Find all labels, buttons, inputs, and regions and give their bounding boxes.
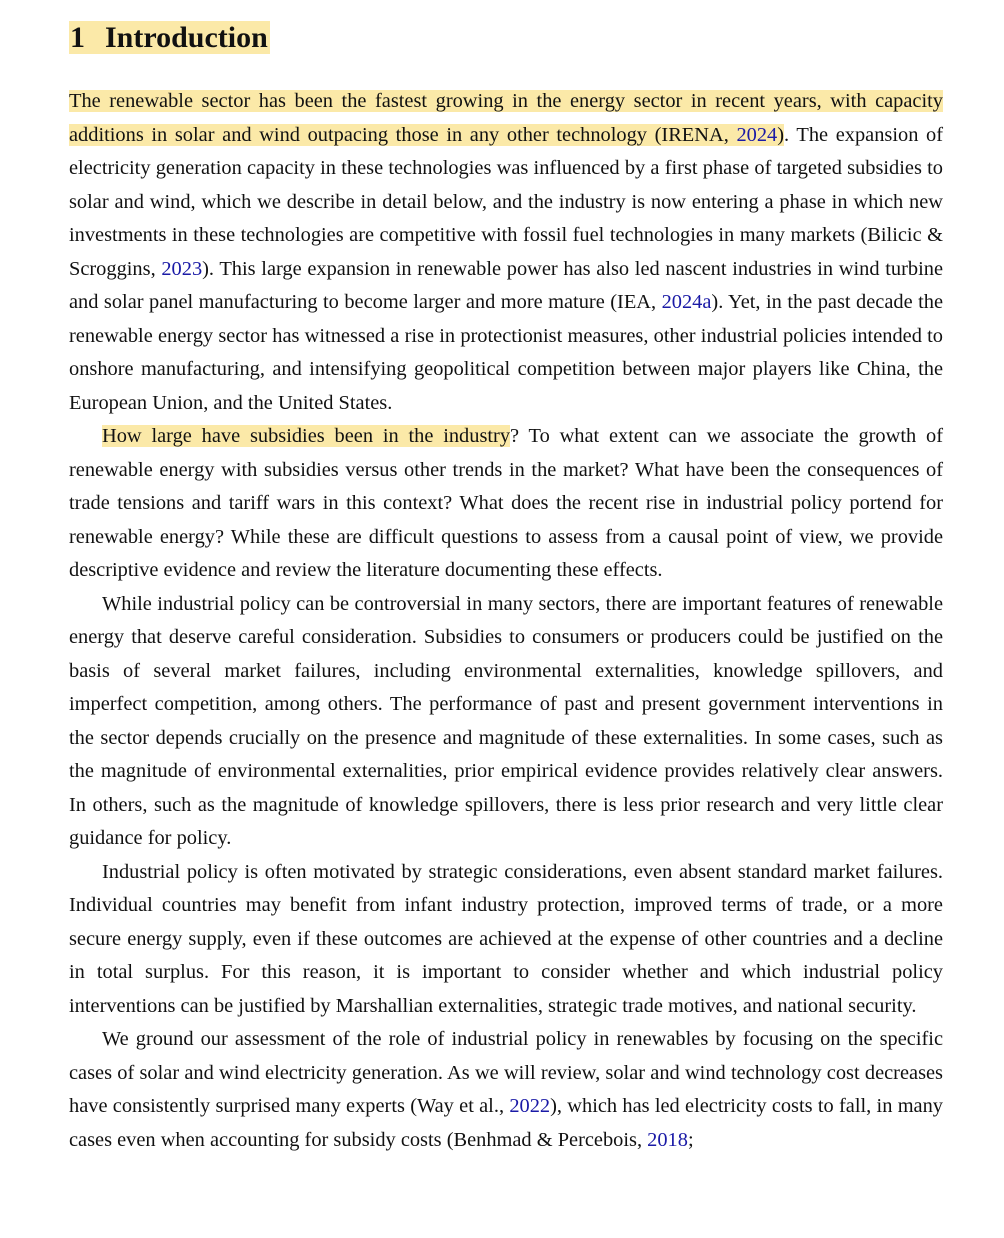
- body-text: ;: [687, 1128, 694, 1151]
- highlight-text: The renewable sector has been the fastest growing in the energy sector in recent years, with capacity additions in solar and wind outpacing those in any other technology (IRENA,: [69, 90, 943, 146]
- body-text: ). Yet, in the past decade the renewable energy sector has witnessed a rise in protectionist measures, other industrial policies intended to onshore manufacturing, and intensifying geopolitical competition between major players like China, the European Union, and the United States.: [69, 291, 944, 414]
- citation-link[interactable]: 2023: [161, 257, 203, 280]
- citation-link[interactable]: 2024a: [661, 291, 712, 313]
- paragraph-3: While industrial policy can be controversial in many sectors, there are important features of renewable energy that deserve careful consideration. Subsidies to consumers or producers could be justified on the basis of several market failures, including environmental externalities, knowledge spillovers, and imperfect competition, among others. The performance of past and present government interventions in the sector depends crucially on the presence and magnitude of these externalities. In some cases, such as the magnitude of environmental externalities, prior empirical evidence provides relatively clear answers. In others, such as the magnitude of knowledge spillovers, there is less prior research and very little clear guidance for policy.: [69, 592, 943, 849]
- body-text: ? To what extent can we associate the growth of renewable energy with subsidies versus other trends in the market? What have been the consequences of trade tensions and tariff wars in this context? What does the recent rise in industrial policy portend for renewable energy? While these are difficult questions to assess from a causal point of view, we provide descriptive evidence and review the literature documenting these effects.: [69, 425, 944, 581]
- section-heading-highlight: [69, 21, 270, 54]
- section-heading: [69, 18, 943, 58]
- paper-page: [69, 18, 943, 1157]
- citation-link[interactable]: 2018: [647, 1128, 688, 1151]
- section-number: 1: [70, 21, 85, 54]
- citation-link[interactable]: 2024: [736, 123, 778, 146]
- paragraph-4: Industrial policy is often motivated by strategic considerations, even absent standard market failures. Individual countries may benefit from infant industry protection, improved terms of trade, or a more secure energy supply, even if these outcomes are achieved at the expense of other countries and a decline in total surplus. For this reason, it is important to consider whether and which industrial policy interventions can be justified by Marshallian externalities, strategic trade motives, and national security.: [69, 860, 943, 1017]
- body-text: . The expansion of electricity generation capacity in these technologies was influenced by a first phase of targeted subsidies to solar and wind, which we describe in detail below, and the industry is now entering a phase in which new investments in these technologies are competitive with fossil fuel technologies in many markets (Bilicic & Scroggins,: [69, 123, 944, 280]
- section-title: Introduction: [105, 21, 268, 54]
- paragraph-2: [69, 420, 943, 588]
- paragraph-5: [69, 1023, 943, 1157]
- highlighted-question: How large have subsidies been in the industry: [102, 425, 511, 447]
- body-text: We ground our assessment of the role of industrial policy in renewables by focusing on the specific cases of solar and wind electricity generation. As we will review, solar and wind technology cost decreases have consistently surprised many experts (Way et al.,: [69, 1028, 943, 1117]
- citation-link[interactable]: 2022: [509, 1095, 551, 1117]
- body-text: ), which has led electricity costs to fall, in many cases even when accounting for subsidy costs (Benhmad & Percebois,: [69, 1095, 943, 1151]
- paragraph-1: [69, 85, 943, 420]
- body-text: ). This large expansion in renewable power has also led nascent industries in wind turbine and solar panel manufacturing to become larger and more mature (IEA,: [69, 257, 943, 313]
- highlight-text-end: ): [777, 123, 785, 146]
